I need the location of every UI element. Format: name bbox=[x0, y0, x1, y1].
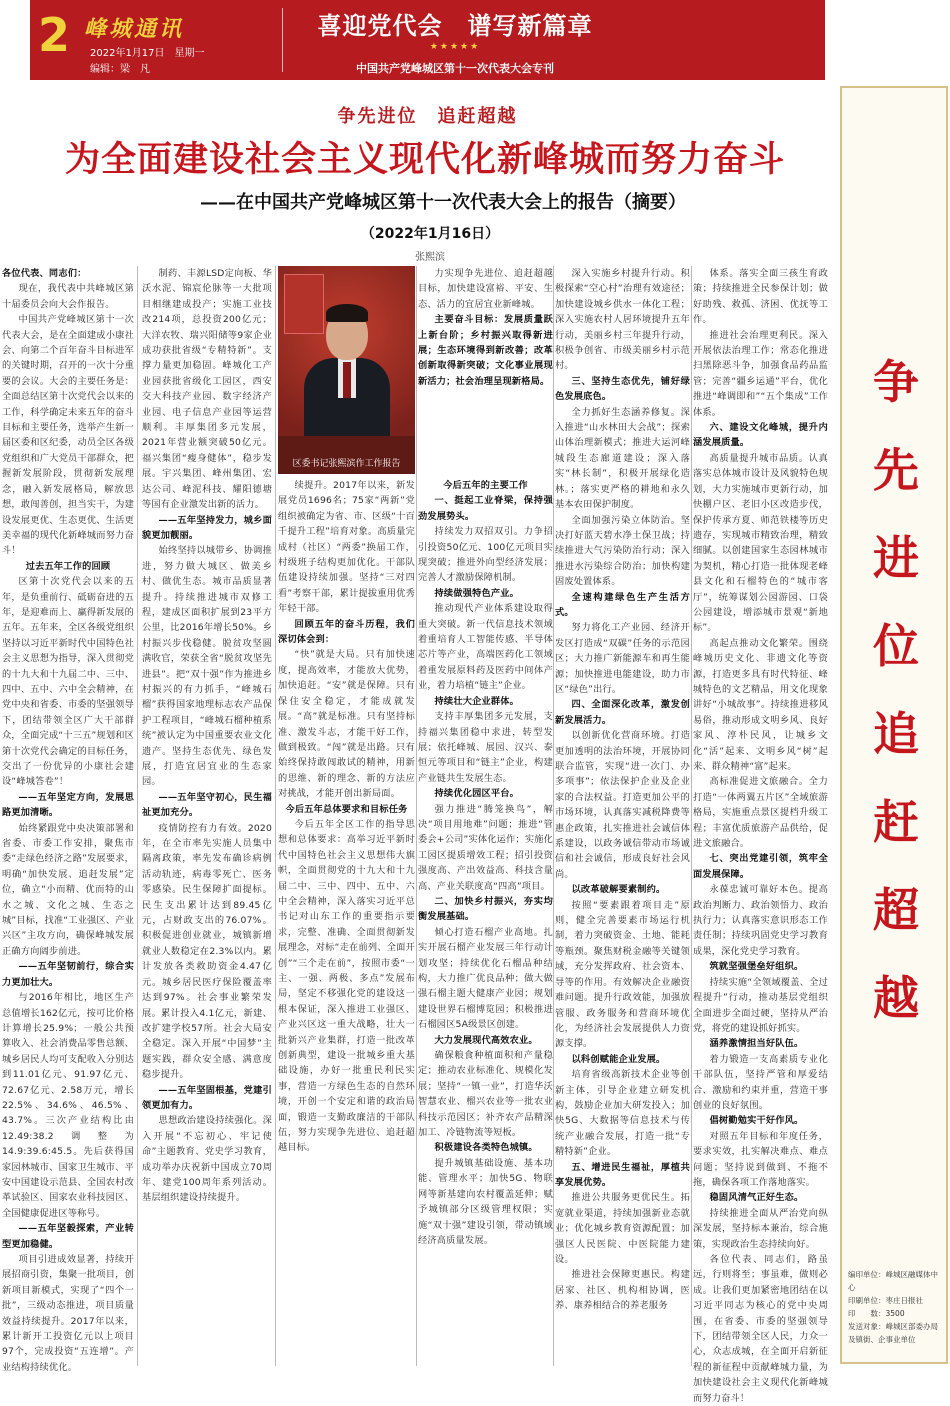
article-paragraph: 始终坚持以城带乡、协调推进，努力做大城区、做美乡村、做优生态。城市品质显著提升。持续推进城市双修工程，建成区面积扩展到23平方公里，比2016年增长50%。乡村振兴步伐稳健。脱贫攻坚圆满收官，荣获全省“脱贫攻坚先进县”。把“双十强”作为推进乡村振兴的有力抓手，“峰城石榴”获得国家地理标志农产品保护工程项目，“峰城石榴种植系统”被认定为中国重要农业文化遗产。坚持生态优先、绿色发展，打造宜居宜业的生态家园。 bbox=[142, 545, 272, 788]
article-paragraph: 各位代表、同志们，路虽远，行则将至；事虽难，做则必成。让我们更加紧密地团结在以习近平同志为核心的党中央周围，在省委、市委的坚强领导下，团结带领全区人民，力众一心，众志成城，在全面开启新征程的新征程中贡献峰城力量，为加快建设社会主义现代化新峰城而努力奋斗！ bbox=[693, 1254, 828, 1404]
article-paragraph: 永葆忠诚可靠好本色。提高政治判断力、政治领悟力、政治执行力；认真落实意识形态工作责任制；持续巩固党史学习教育成果，深化党史学习教育。 bbox=[693, 884, 828, 957]
article-paragraph: 倾心打造石榴产业高地。扎实开展石榴产业发展三年行动计划攻坚；持续优化石榴品种结构，大力推广优良品种；做大做强石榴主题大健康产业园；规划建设世界石榴博览园；积极推进石榴园区5A级景区创建。 bbox=[418, 926, 553, 1031]
article-paragraph: 二、加快乡村振兴，夯实均衡发展基础。 bbox=[418, 895, 553, 923]
issue-date: 2022年1月17日 星期一 bbox=[90, 48, 205, 59]
page-number: 2 bbox=[38, 8, 71, 62]
colophon-line: 印刷单位：枣庄日报社 bbox=[848, 1296, 923, 1305]
article-paragraph: 按照“要素跟着项目走”原则，健全完善要素市场运行机制，着力突破资金、土地、能耗等瓶颈。聚焦财税金融等关键领域，充分发挥政府、社会资本、导等的作用。有效解决企业融资难问题。提升行政效能，加强放管服、政务服务和营商环境优化，为经济社会发展提供人力资源支撑。 bbox=[555, 899, 690, 1050]
article-paragraph: 支持丰厚集团多元发展，支持福兴集团稳中求进，转型发展；依托峰城、展园、汉兴、泰恒元等项目和“链主”企业，构建产业链共生发展生态。 bbox=[418, 711, 553, 784]
article-paragraph: 强力推进“腾笼换鸟”，解决“项目用地难”问题；推进“管委会+公司”实体化运作；实施化工园区提质增效工程；招引投资强度高、产出效益高、科技含量高、产业关联度高“四高”项目。 bbox=[418, 803, 553, 892]
article-headline: 为全面建设社会主义现代化新峰城而努力奋斗 bbox=[64, 140, 785, 180]
article-paragraph: 项目引进成效显著，持续开展招商引资，集聚一批项目，创新项目新模式，实现了“四个一批”，三级动态推进，项目质量效益持续提升。2017年以来，累计新开工投资亿元以上项目97个，完成投资“五连增”。产业结构持续优化。 bbox=[2, 1254, 134, 1373]
article-paragraph: 以创新优化营商环境。打造更加透明的法治环境，开展协同联合监管，实现“进一次门、办多项事”；依法保护企业及企业家的合法权益。打造更加公平的市场环境，认真落实减税降费等惠企政策，扎实推进社会诚信体系建设，以政务诚信带动市场诚信和社会诚信，形成良好社会风尚。 bbox=[555, 730, 690, 880]
article-paragraph: 确保粮食种植面积和产量稳定；推动农业标准化、规模化发展；坚持“一镇一业”，打造华沃智慧农业、榴兴农业等一批农业科技示范园区；补齐农产品精深加工、冷链物流等短板。 bbox=[418, 1050, 553, 1139]
masthead-slogan: 喜迎党代会 谱写新篇章 bbox=[317, 12, 593, 40]
article-paragraph: 推进公共服务更优民生。拓宽就业渠道，持续加强新业态就业；优化城乡教育资源配置；加强区人民医院、中医院能力建设。 bbox=[555, 1192, 690, 1265]
article-paragraph: 倡树勤勉实干好作风。 bbox=[709, 1115, 804, 1127]
article-author: 张熙滨 bbox=[415, 252, 445, 263]
article-paragraph: 现在，我代表中共峰城区第十届委员会向大会作报告。 bbox=[2, 283, 134, 310]
article-subheadline: ——在中国共产党峰城区第十一次代表大会上的报告（摘要） bbox=[200, 192, 686, 213]
photo-figure-tie bbox=[343, 362, 351, 398]
editor-credit: 编辑：梁 凡 bbox=[90, 64, 150, 75]
column-rule bbox=[553, 266, 554, 1366]
article-paragraph: 推进社会保障更惠民。构建居家、社区、机构相协调，医养、康养相结合的养老服务 bbox=[555, 1269, 690, 1312]
article-column-2 bbox=[142, 266, 272, 1366]
article-paragraph: 大力发展现代高效农业。 bbox=[434, 1034, 538, 1046]
article-paragraph: 高标准促进文旅融合。全力打造“一体两翼五片区”全域旅游格局，实施重点景区提档升级工程；丰富优质旅游产品供给，促进文旅融合。 bbox=[693, 776, 828, 850]
article-paragraph: ——五年坚守初心，民生福祉更加充分。 bbox=[142, 791, 272, 819]
article-paragraph: 提升城镇基础设施、基本功能、管理水平；加快5G、物联网等新基建向农村覆盖延伸；赋予城镇部分区级管理权限；实施“双十强”建设引领，带动镇域经济高质量发展。 bbox=[418, 1157, 553, 1246]
article-paragraph: 三、坚持生态优先，铺好绿色发展底色。 bbox=[555, 375, 690, 403]
column-rule bbox=[691, 266, 692, 1366]
article-paragraph: 持续壮大企业群体。 bbox=[434, 695, 520, 707]
article-paragraph: 与2016年相比，地区生产总值增长162亿元，按可比价格计算增长25.9%；一般公共预算收入、社会消费品零售总额、城乡居民人均可支配收入分别达到11.01亿元、91.97亿元、72.67亿元、2.58万元，增长22.5%、34.6%、46.5%、43.7%。三次产业结构比由12.49:38.2调整为14.9:39.6:45.5。先后获得国家园林城市、国家卫生城市、平安中国建设示范县、全国农村改革试验区、国家农业科技园区、全国健康促进区等称号。 bbox=[2, 992, 134, 1219]
section-heading: 今后五年总体要求和目标任务 bbox=[285, 803, 408, 815]
star-row-icon: ★★★★★ bbox=[429, 42, 481, 52]
article-paragraph: 对照五年目标和年度任务，要求实效，扎实解决难点、难点问题；坚持说到做到、不拖不拖，确保各项工作落地落实。 bbox=[693, 1130, 828, 1188]
article-paragraph: 以改革破解要素制约。 bbox=[571, 884, 666, 896]
article-paragraph: 持续优化园区平台。 bbox=[434, 788, 520, 800]
sidebar-panel bbox=[840, 86, 948, 1364]
article-paragraph: 着力锻造一支高素质专业化干部队伍，坚持严管和厚爱结合、激励和约束并重，营造干事创业的良好氛围。 bbox=[693, 1053, 828, 1111]
article-paragraph: 四、全面深化改革，激发创新发展活力。 bbox=[555, 699, 690, 726]
article-paragraph: 中国共产党峰城区第十一次代表大会，是在全面建成小康社会、向第二个百年奋斗目标进军的关键时期，召开的一次十分重要的会议。大会的主要任务是：全面总结区第十次党代会以来的工作，科学确定未来五年的奋斗目标和主要任务，选举产生新一届区委和区纪委，动员全区各级党组织和广大党员干部群众，把握新发展阶段，贯彻新发展理念，融入新发展格局，解放思想，敢闯善创，担当实干，为建设发展更优、生态更优、生活更美幸福的现代化新峰城而努力奋斗！ bbox=[2, 314, 134, 557]
section-heading: 过去五年工作的回顾 bbox=[25, 560, 111, 572]
article-paragraph: 力实现争先进位、追赶超越目标，加快建设富裕、平安、生态、活力的宜居宜业新峰城。 bbox=[418, 268, 553, 310]
article-paragraph: 高起点推动文化繁荣。围绕峰城历史文化、非遗文化等资源，打造更多具有时代特征、峰城特色的文艺精品，用文化现象讲好“小城故事”。持续推进移风易俗，推动形成文明乡风、良好家风、淳朴民风，让城乡文化“活”起来、文明乡风“树”起来、群众精神“富”起来。 bbox=[693, 637, 828, 772]
article-paragraph: 始终紧跟党中央决策部署和省委、市委工作安排，聚焦市委“走绿色经济之路”发展要求，明确“加快发展、追赶发展”定位，确立“小而精、优而特的山水之城、文化之城、生态之城”目标，找准“工业强区、产业兴区”主攻方向，确保峰城发展正确方向阔步前进。 bbox=[2, 822, 134, 957]
article-column-4-top bbox=[418, 266, 553, 476]
colophon-line: 及镇街、企事业单位 bbox=[848, 1335, 916, 1344]
section-heading: 今后五年的主要工作 bbox=[443, 480, 528, 491]
report-date: （2022年1月16日） bbox=[360, 226, 500, 242]
article-paragraph: 全力抓好生态涵养修复。深入推进“山水林田大会战”；探索山体治理新模式；推进大运河峰城段生态廊道建设；深入落实“林长制”，积极开展绿化造林。；落实更严格的耕地和永久基本农田保护制度。 bbox=[555, 406, 690, 511]
colophon-line: 发送对象：峰城区部委办局 bbox=[848, 1322, 938, 1331]
masthead-divider bbox=[282, 8, 283, 72]
article-paragraph: 努力将化工产业园、经济开发区打造成“双碳”任务的示范园区；大力推广新能源车和再生能源；加快推进电能建设，助力市区“绿色”出行。 bbox=[555, 622, 690, 695]
article-paragraph: 今后五年全区工作的指导思想和总体要求：高举习近平新时代中国特色社会主义思想伟大旗帜，全面贯彻党的十九大和十九届二中、三中、四中、五中、六中全会精神，深入落实习近平总书记对山东工作的重要指示要求，完整、准确、全面贯彻新发展理念，对标“走在前列、全面开创”“三个走在前”，按照市委“一主、一强、两极、多点”发展布局，坚定不移强化党的建设这一根本保证，深入推进工业强区、产业兴区这一重大战略，壮大一批新兴产业集群，打造一批改革创新典型，建设一批城乡重大基础设施，办好一批重民利民实事，营造一方绿色生态的自然环境，开创一个安定和谐的政治局面，锻造一支勤政廉洁的干部队伍，努力实现争先进位、追赶超越目标。 bbox=[278, 818, 415, 1154]
article-paragraph: 回顾五年的奋斗历程，我们深切体会到： bbox=[278, 618, 415, 646]
colophon bbox=[848, 1268, 944, 1346]
article-column-3 bbox=[278, 478, 415, 1366]
article-paragraph: 持续实施“全领域覆盖、全过程提升”行动，推动基层党组织全面进步全面过硬，坚持从严治党，将党的建设抓好抓实。 bbox=[693, 976, 828, 1034]
colophon-line: 编印单位：峰城区融媒体中心 bbox=[848, 1270, 938, 1292]
article-paragraph: ——五年坚固根基，党建引领更加有力。 bbox=[142, 1084, 272, 1111]
article-paragraph: 深入实施乡村提升行动。积极探索“空心村”治理有效途径；加快建设城乡供水一体化工程；深入实施农村人居环境提升五年行动，美丽乡村三年提升行动，积极争创省、市级美丽乡村示范村。 bbox=[555, 268, 690, 372]
speaker-photo bbox=[278, 266, 415, 474]
article-paragraph: 筑就坚强堡垒好组织。 bbox=[709, 961, 804, 973]
article-paragraph: 高质量提升城市品质。认真落实总体城市设计及风貌特色规划，大力实施城市更新行动，加快棚户区、老旧小区改造步伐，保护传承方夏、师范铁楼等历史遗存，实现城市精致治理，精致细腻。以创建国家生态园林城市为契机，精心打造一批体现老峰县文化和石榴特色的“城市客厅”，统筹谋划公园游园、口袋公园建设，增添城市景观“新地标”。 bbox=[693, 452, 828, 634]
photo-caption: 区委书记张熙滨作工作报告 bbox=[292, 459, 401, 469]
article-paragraph: 各位代表、同志们： bbox=[2, 268, 87, 279]
column-rule bbox=[416, 266, 417, 1366]
article-paragraph: 持续发力双招双引。力争招引投资50亿元、100亿元项目实现突破；推进外向型经济发展；完善人才激励保障机制。 bbox=[418, 526, 553, 584]
flag-icon bbox=[284, 274, 324, 334]
article-paragraph: 五、增进民生福祉，厚植共享发展优势。 bbox=[555, 1161, 690, 1188]
sidebar-slogan: 争先进位追赶超越 bbox=[873, 355, 919, 1025]
paper-name: 峰城通讯 bbox=[84, 16, 185, 42]
article-paragraph: 续提升。2017年以来，新发展党员1696名；75家“两新”党组织被确定为省、市、区级“十百千提升工程”培育对象。高质量完成村（社区）“两委”换届工作，村级班子结构更加优化。干部队伍建设持续加强。坚持“三对四看”考察干部，累计提拔重用优秀年轻干部。 bbox=[278, 480, 415, 615]
article-paragraph: 持续推进全面从严治党向纵深发展，坚持标本兼治，综合施策，实现政治生态持续向好。 bbox=[693, 1207, 828, 1250]
article-paragraph: 六、建设文化峰城，提升内涵发展质量。 bbox=[693, 422, 828, 449]
article-paragraph: ——五年坚毅探索，产业转型更加稳健。 bbox=[2, 1223, 134, 1250]
article-column-5 bbox=[555, 266, 690, 1366]
article-paragraph: ——五年坚持发力，城乡面貌更加靓丽。 bbox=[142, 514, 272, 541]
article-paragraph: 主要奋斗目标：发展质量跃上新台阶；乡村振兴取得新进展；生态环境得到新改善；改革创新取得新突破；文化事业展现新活力；社会治理呈现新格局。 bbox=[418, 314, 553, 387]
photo-figure-hair bbox=[326, 304, 368, 322]
article-column-1 bbox=[2, 266, 134, 1373]
article-paragraph: ——五年坚定方向，发展思路更加清晰。 bbox=[2, 791, 134, 819]
article-paragraph: 推动现代产业体系建设取得重大突破。新一代信息技术领域着重培育人工智能传感、半导体芯片等产业，高端医药化工领域着重发展原料药及医药中间体产业，着力培植“链主”企业。 bbox=[418, 603, 553, 692]
article-paragraph: 涵养激情担当好队伍。 bbox=[709, 1038, 804, 1050]
article-paragraph: 以科创赋能企业发展。 bbox=[571, 1053, 666, 1065]
article-paragraph: 一、挺起工业脊梁，保持强劲发展势头。 bbox=[418, 495, 553, 522]
special-issue-title: 中国共产党峰城区第十一次代表大会专刊 bbox=[356, 62, 554, 75]
column-rule bbox=[275, 266, 276, 1366]
article-column-4 bbox=[418, 478, 553, 1366]
article-paragraph: 疫情防控有力有效。2020年，在全市率先实施人员集中隔离政策，率先发布确诊病例活动轨迹，病毒零死亡、医务零感染。民生保障扩面提标。民生支出累计达到89.45亿元，占财政支出的76.07%。积极促进创业就业，城镇新增就业人数稳定在2.3%以内。累计发放各类救助资金4.47亿元。城乡居民医疗保险覆盖率达到97%。社会事业繁荣发展。累计投入4.1亿元，新建、改扩建学校57所。社会大局安全稳定。深入开展“中国梦”主题实践，群众安全感、满意度稳步提升。 bbox=[142, 822, 272, 1081]
article-paragraph: 稳固风清气正好生态。 bbox=[709, 1192, 804, 1204]
article-kicker: 争先进位 追赶超越 bbox=[337, 106, 518, 127]
article-paragraph: 制药、丰源LSD定向板、华沃水泥、锦宸伦脉等一大批项目相继建成投产；实施工业技改214项，总投资200亿元；大洋农牧、瑞兴阳储等9家企业成功获批省级“专精特新”。支撑力量更加稳固。峰城化工产业园获批省级化工园区，西安交大科技产业园、数字经济产业园、电子信息产业园等运营顺利。丰厚集团多元发展，2021年营业额突破50亿元。福兴集团“瘦身健体”，稳步发展。宇兴集团、峰州集团、宏达公司、峰泥科技、耀阳德塘等国有企业激发出新的活力。 bbox=[142, 268, 272, 511]
article-paragraph: 全速构建绿色生产生活方式。 bbox=[555, 591, 690, 618]
article-paragraph: 全面加强污染立体防治。坚决打好蓝天碧水净土保卫战；持续推进大气污染防治行动；深入推进水污染综合防治；加快构建固废处置体系。 bbox=[555, 514, 690, 588]
article-paragraph: 体系。落实全面三孩生育政策；持续推进全民参保计划；做好助残、救孤、济困、优抚等工作。 bbox=[693, 268, 828, 326]
article-paragraph: 区第十次党代会以来的五年，是负重前行、砥砺奋进的五年，是迎难而上、赢得新发展的五年。五年来，全区各级党组织坚持以习近平新时代中国特色社会主义思想为指导，深入贯彻党的十九大和十九届二中、三中、四中、五中、六中全会精神，在党中央和省委、市委的坚强领导下，团结带领全区广大干部群众，全面完成“十三五”规划和区第十次党代会确定的目标任务，交出了一份优异的小康社会建设“峰城答卷”！ bbox=[2, 576, 134, 788]
article-paragraph: 积极建设各类特色城镇。 bbox=[434, 1142, 538, 1154]
article-paragraph: 持续做强特色产业。 bbox=[434, 587, 520, 599]
article-column-6 bbox=[693, 266, 828, 1404]
article-paragraph: 推进社会治理更利民。深入开展依法治理工作；常态化推进扫黑除恶斗争，加强食品药品监管；完善“疆乡运通”平台，优化推进“峰调即和”“五个集成”工作体系。 bbox=[693, 329, 828, 418]
article-paragraph: “快”就是大局。只有加快速度，提高效率，才能放大优势，加快追赶。“安”就是保障。只有保住安全稳定，才能成就发展。“高”就是标准。只有坚持标准、激发斗志，才能干好工作，做到极致。“闯”就是出路。只有始终保持敢闯敢试的精神，用新的思维、新的理念、新的方法应对挑战，才能开创出新局面。 bbox=[278, 649, 415, 800]
article-paragraph: 七、突出党建引领，筑牢全面发展保障。 bbox=[693, 853, 828, 880]
article-paragraph: 思想政治建设持续强化。深入开展“不忘初心、牢记使命”主题教育、党史学习教育，成功举办庆祝新中国成立70周年、建党100周年系列活动。基层组织建设持续提升。 bbox=[142, 1115, 272, 1204]
colophon-line: 印 数：3500 bbox=[848, 1309, 905, 1318]
article-paragraph: ——五年坚韧前行，综合实力更加壮大。 bbox=[2, 961, 134, 988]
article-paragraph: 培育省级高新技术企业等创新主体，引导企业建立研发机构，鼓励企业加大研发投入；加快5G、大数据等信息技术与传统产业融合发展，打造一批“专精特新”企业。 bbox=[555, 1069, 690, 1158]
column-rule bbox=[137, 266, 138, 1366]
masthead bbox=[30, 0, 825, 80]
